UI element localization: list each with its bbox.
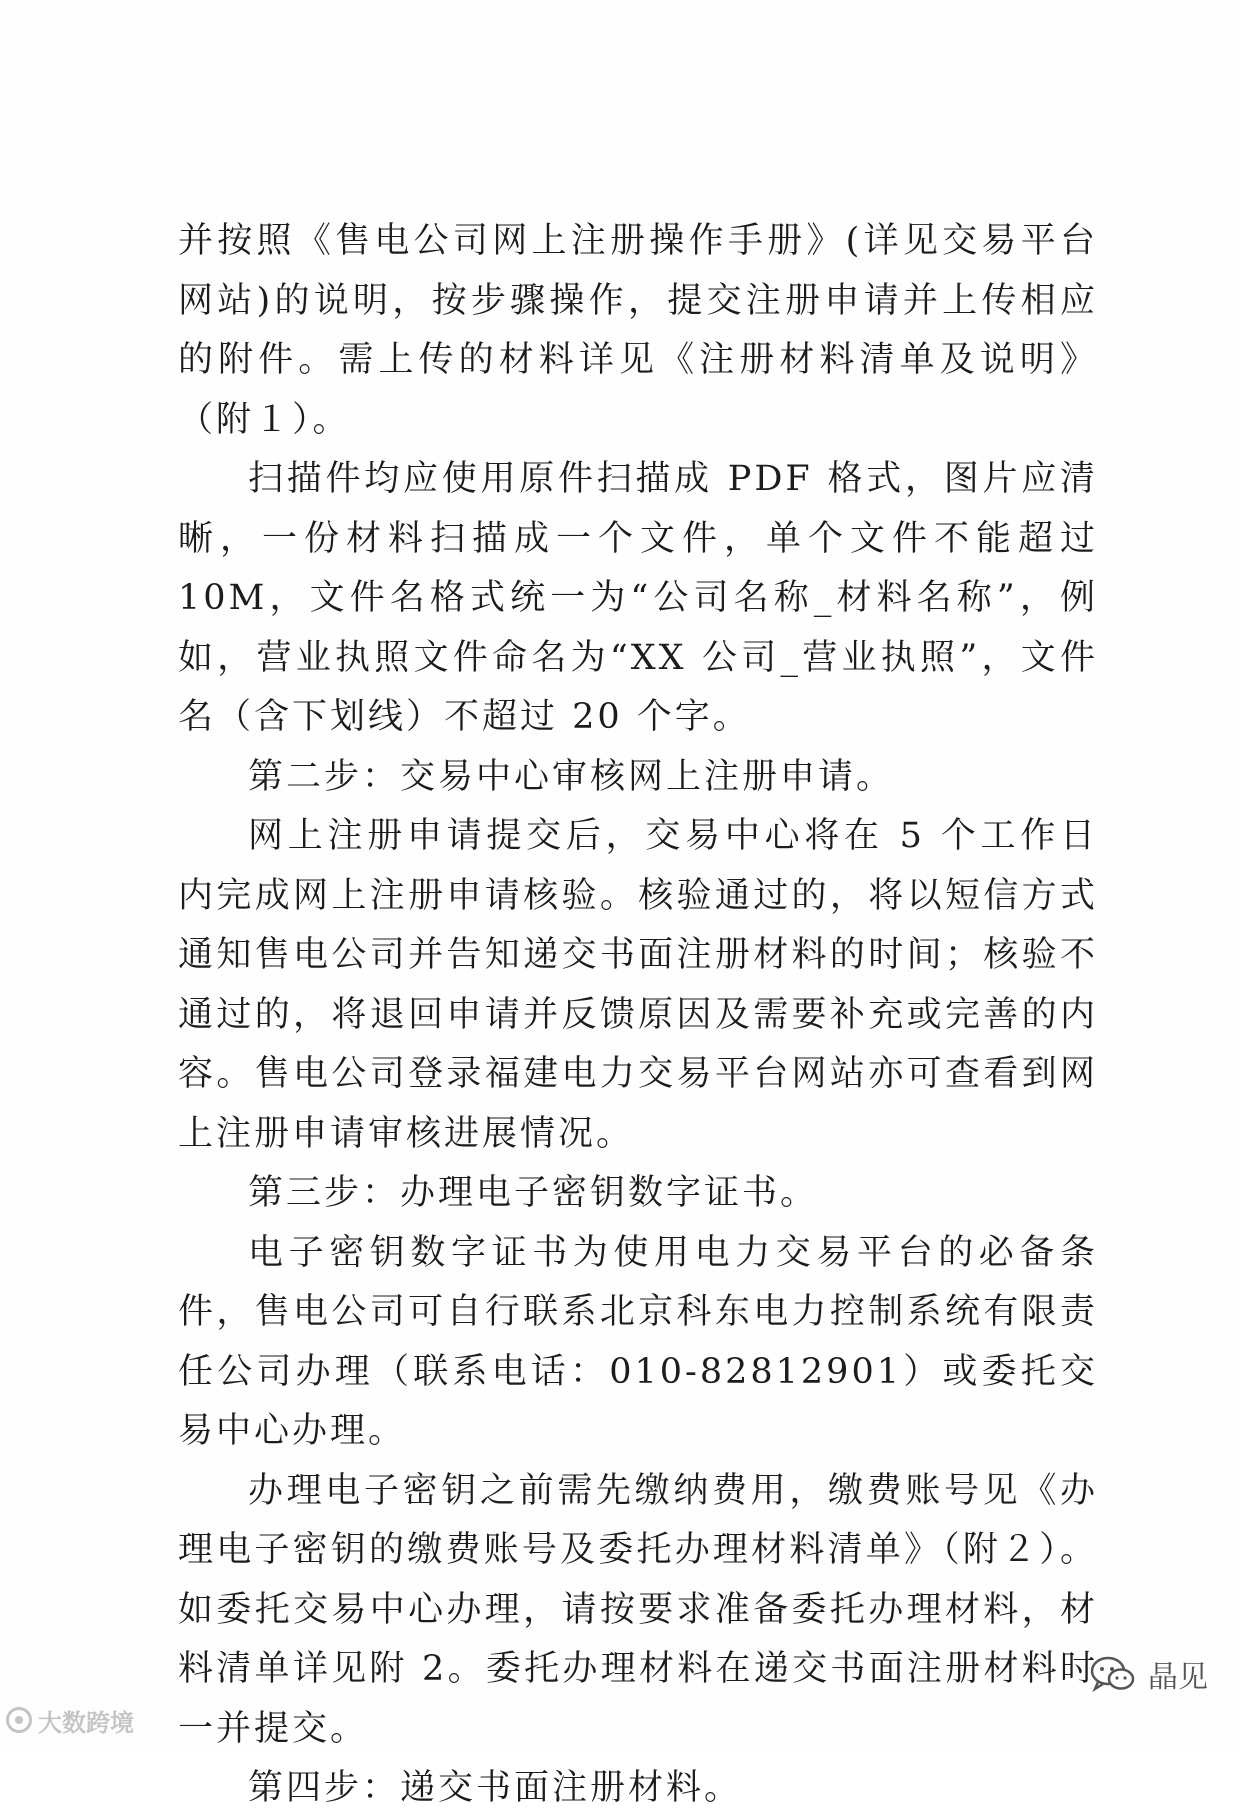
watermark-left bbox=[6, 1700, 134, 1740]
paragraph-review: 网上注册申请提交后，交易中心将在 5 个工作日内完成网上注册申请核验。核验通过的，将以短信方式通知售电公司并告知递交书面注册材料的时间；核验不通过的，将退回申请并反馈原因及需要补充或完善的内容。售电公司登录福建电力交易平台网站亦可查看到网上注册申请审核进展情况。 bbox=[178, 816, 1098, 1154]
watermark-logo-icon bbox=[6, 1707, 32, 1733]
watermark-right-text: 晶见 bbox=[1148, 1660, 1208, 1695]
paragraph-scan-requirements: 扫描件均应使用原件扫描成 PDF 格式，图片应清晰，一份材料扫描成一个文件，单个文件不能超过 10M，文件名格式统一为“公司名称_材料名称”，例如，营业执照文件命名为“XX 公司_营业执照”，文件名（含下划线）不超过 20 个字。 bbox=[178, 459, 1098, 737]
paragraph-continued: 并按照《售电公司网上注册操作手册》(详见交易平台网站)的说明，按步骤操作，提交注册申请并上传相应的附件。需上传的材料详见《注册材料清单及说明》（附１）。 bbox=[178, 221, 1098, 440]
watermark-right bbox=[1088, 1652, 1208, 1696]
step-two-heading: 第二步：交易中心审核网上注册申请。 bbox=[248, 756, 895, 797]
paragraph-fee-payment: 办理电子密钥之前需先缴纳费用，缴费账号见《办理电子密钥的缴费账号及委托办理材料清单》（附２）。如委托交易中心办理，请按要求准备委托办理材料，材料清单详见附 2。委托办理材料在递交书面注册材料时一并提交。 bbox=[178, 1470, 1098, 1749]
paragraph-digital-certificate: 电子密钥数字证书为使用电力交易平台的必备条件，售电公司可自行联系北京科东电力控制系统有限责任公司办理（联系电话：010-82812901）或委托交易中心办理。 bbox=[178, 1232, 1098, 1451]
document-body bbox=[178, 212, 1098, 1819]
watermark-left-text: 大数跨境 bbox=[38, 1708, 134, 1737]
step-four-heading: 第四步：递交书面注册材料。 bbox=[248, 1768, 743, 1808]
wechat-icon bbox=[1088, 1654, 1138, 1694]
step-three-heading: 第三步：办理电子密钥数字证书。 bbox=[248, 1173, 819, 1213]
